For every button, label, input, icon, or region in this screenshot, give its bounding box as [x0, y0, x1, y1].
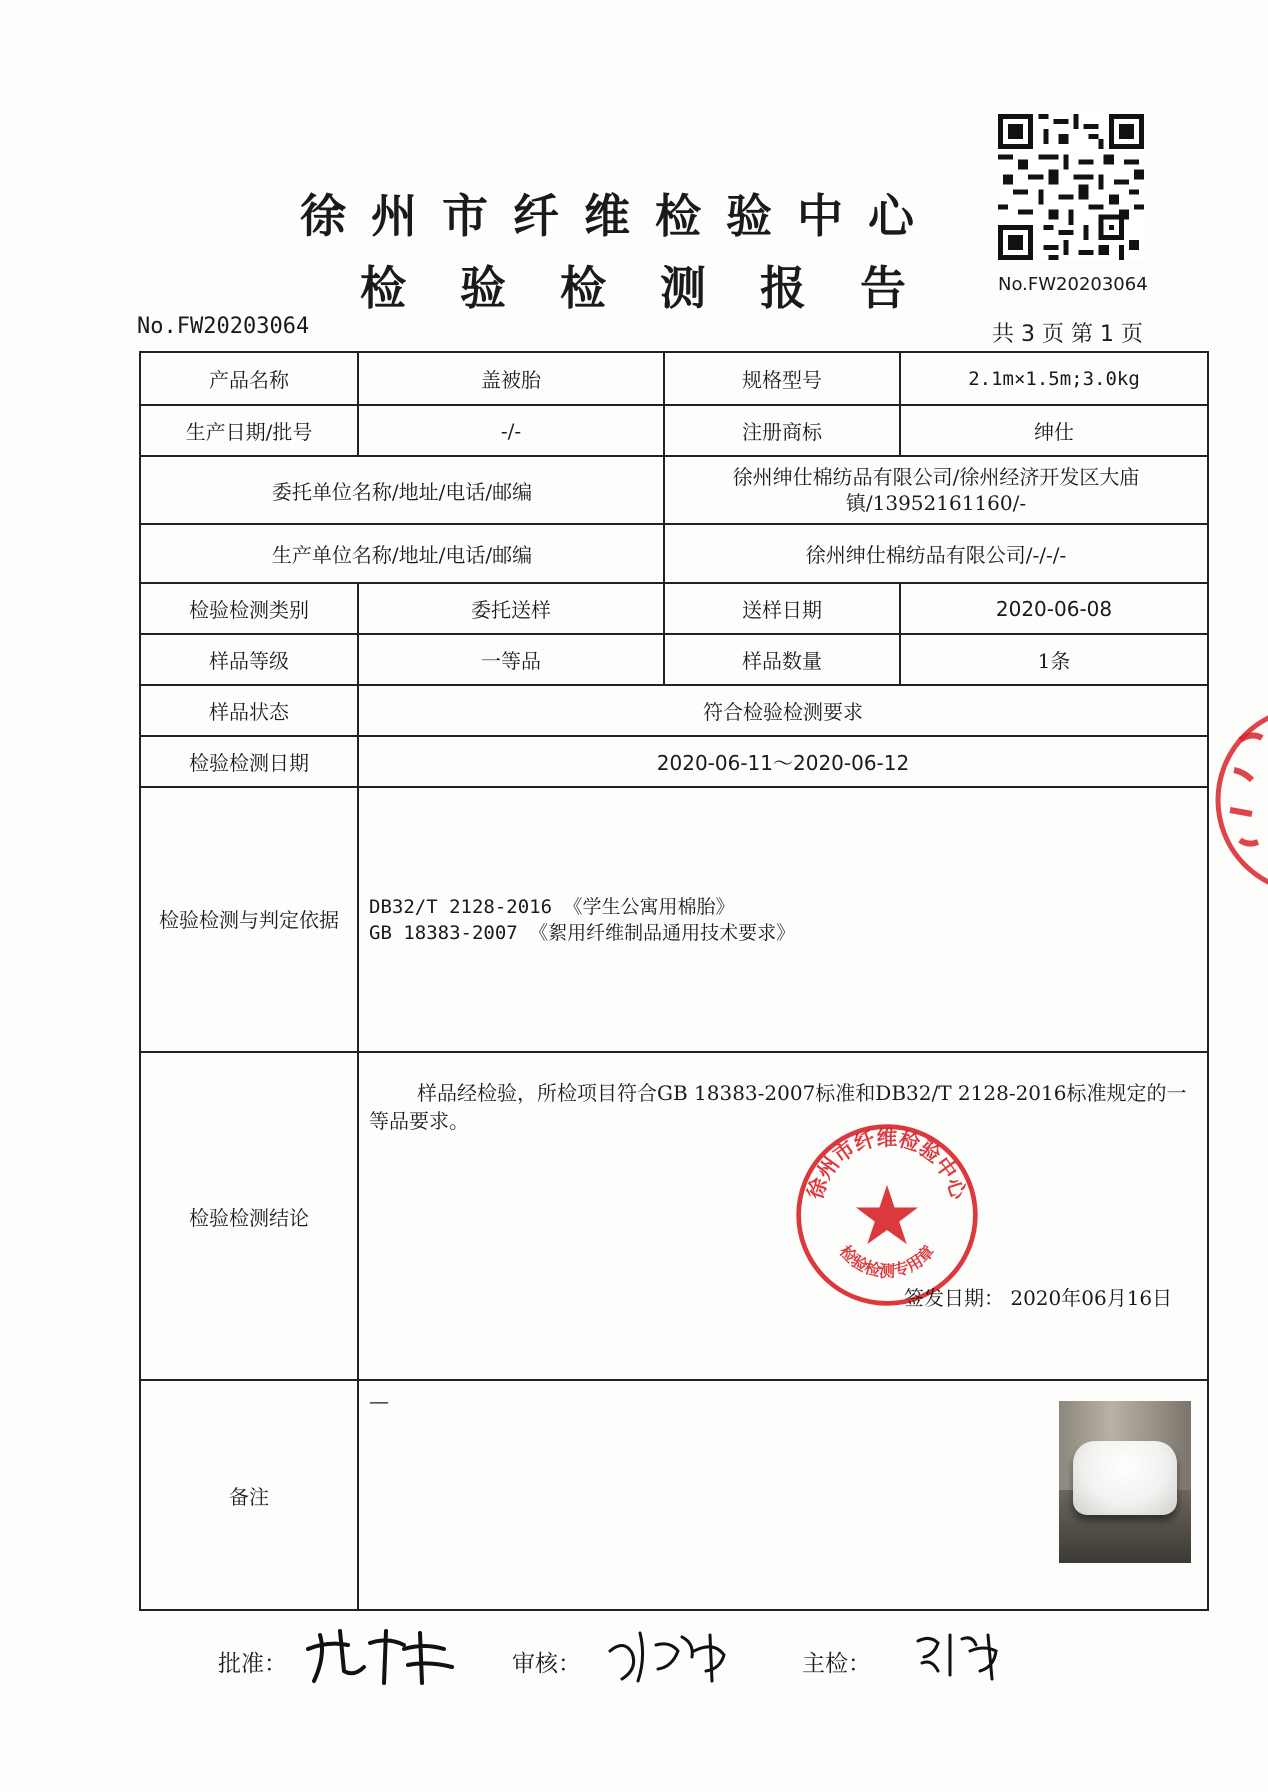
notes-label: 备注 — [140, 1380, 358, 1610]
test-date-value: 2020-06-11～2020-06-12 — [358, 736, 1208, 787]
production-date-value: -/- — [358, 405, 664, 456]
review-label: 审核： — [512, 1651, 581, 1677]
table-row — [140, 405, 1208, 456]
signature-row — [0, 1637, 1268, 1697]
product-name-label: 产品名称 — [140, 352, 358, 405]
client-label: 委托单位名称/地址/电话/邮编 — [140, 456, 664, 524]
inspector-label: 主检： — [802, 1651, 871, 1677]
grade-value: 一等品 — [358, 634, 664, 685]
product-name-value: 盖被胎 — [358, 352, 664, 405]
manufacturer-value: 徐州绅仕棉纺品有限公司/-/-/- — [664, 524, 1208, 583]
spec-value: 2.1m×1.5m;3.0kg — [900, 352, 1208, 405]
quantity-value: 1条 — [900, 634, 1208, 685]
table-row — [140, 524, 1208, 583]
quantity-label: 样品数量 — [664, 634, 900, 685]
qr-code — [998, 114, 1144, 260]
seal-bottom-text: 检验检测专用章 — [835, 1241, 939, 1281]
table-row — [140, 634, 1208, 685]
table-row — [140, 736, 1208, 787]
svg-text:检验检测专用章 — [836, 1242, 938, 1281]
manufacturer-label: 生产单位名称/地址/电话/邮编 — [140, 524, 664, 583]
qr-report-number: No.FW20203064 — [998, 274, 1148, 295]
notes-value — [358, 1380, 1208, 1610]
test-type-label: 检验检测类别 — [140, 583, 358, 634]
table-row — [140, 456, 1208, 524]
grade-label: 样品等级 — [140, 634, 358, 685]
seal-top-text: 徐州市纤维检验中心 — [803, 1125, 971, 1202]
report-table — [139, 351, 1209, 1611]
sample-state-label: 样品状态 — [140, 685, 358, 736]
table-row — [140, 1052, 1208, 1380]
partial-edge-seal — [1210, 700, 1268, 900]
table-row — [140, 685, 1208, 736]
basis-standard-1: DB32/T 2128-2016 《学生公寓用棉胎》 — [369, 895, 735, 918]
table-row — [140, 787, 1208, 1052]
basis-value — [358, 787, 1208, 1052]
page-indicator: 共 3 页 第 1 页 — [992, 322, 1143, 347]
report-number: No.FW20203064 — [137, 314, 310, 339]
trademark-value: 绅仕 — [900, 405, 1208, 456]
table-row — [140, 1380, 1208, 1610]
sample-photo — [1059, 1401, 1191, 1563]
conclusion-text: 样品经检验，所检项目符合GB 18383-2007标准和DB32/T 2128-2016标准规定的一等品要求。 — [369, 1081, 1187, 1133]
issue-date: 签发日期： 2020年06月16日 — [904, 1286, 1173, 1310]
conclusion-value — [358, 1052, 1208, 1380]
report-title-line2: 检验检测报告 — [360, 261, 960, 315]
approve-label: 批准： — [218, 1651, 287, 1677]
test-date-label: 检验检测日期 — [140, 736, 358, 787]
trademark-label: 注册商标 — [664, 405, 900, 456]
submit-date-label: 送样日期 — [664, 583, 900, 634]
report-title-line1: 徐州市纤维检验中心 — [300, 189, 939, 243]
table-row — [140, 352, 1208, 405]
test-type-value: 委托送样 — [358, 583, 664, 634]
basis-standard-2: GB 18383-2007 《絮用纤维制品通用技术要求》 — [369, 921, 796, 944]
approver-signature — [300, 1621, 470, 1691]
reviewer-signature — [600, 1621, 750, 1691]
conclusion-label: 检验检测结论 — [140, 1052, 358, 1380]
submit-date-value: 2020-06-08 — [900, 583, 1208, 634]
table-row — [140, 583, 1208, 634]
inspector-signature — [910, 1621, 1020, 1691]
official-seal — [793, 1121, 981, 1309]
notes-text: — — [369, 1389, 389, 1413]
production-date-label: 生产日期/批号 — [140, 405, 358, 456]
client-value: 徐州绅仕棉纺品有限公司/徐州经济开发区大庙镇/13952161160/- — [664, 456, 1208, 524]
basis-label: 检验检测与判定依据 — [140, 787, 358, 1052]
spec-label: 规格型号 — [664, 352, 900, 405]
sample-state-value: 符合检验检测要求 — [358, 685, 1208, 736]
